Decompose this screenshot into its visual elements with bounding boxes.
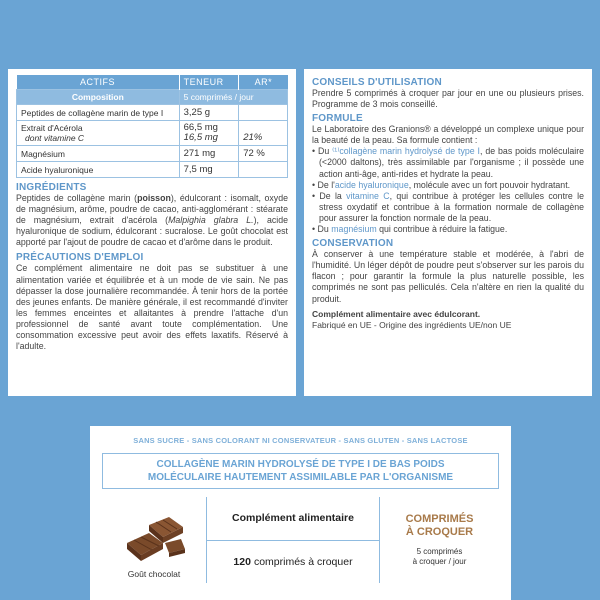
chocolate-icon (119, 513, 189, 565)
composition-label: Composition (17, 90, 180, 105)
free-from-tags: SANS SUCRE - SANS COLORANT NI CONSERVATEUR - SANS GLUTEN - SANS LACTOSE (133, 436, 468, 445)
ingredients-text: Peptides de collagène marin (poisson), édulcorant : isomalt, oxyde de magnésium, arôme, poudre de cacao, anti-agglomérant : stéarate de magnésium, extrait d'acérola (Malpighia glabra L.), acide hyaluronique de sodium, édulcorant : sucralose. Le goût chocolat est apporté par l'ajout de poudre de cacao et d'arôme dans le produit. (16, 193, 288, 248)
formule-title: FORMULE (312, 113, 363, 125)
list-item: • Du ⁽¹⁾collagène marin hydrolysé de type I, de bas poids moléculaire (<2000 daltons), très assimilable par l'organisme ; il possède une action anti-âge, anti-rides et hydrate la peau. (312, 146, 585, 179)
table-row: Magnésium 271 mg 72 % (17, 146, 288, 162)
product-type: Complément alimentaire (207, 497, 379, 541)
composition-unit: 5 comprimés / jour (179, 90, 287, 105)
list-item: • De l'acide hyaluronique, molécule avec un fort pouvoir hydratant. (312, 179, 571, 190)
dose-line-2: à croquer / jour (412, 557, 467, 566)
conservation-title: CONSERVATION (312, 238, 394, 250)
crunch-cell (380, 497, 499, 583)
precautions-text: Ce complément alimentaire ne doit pas se substituer à une alimentation variée et équilibrée et à un mode de vie sain. Ne pas dépasser la dose journalière recommandée. À tenir hors de la portée des jeunes enfants. De manière générale, il est recommandé d'inviter les femmes enceintes et allaitantes à prendre l'attache d'un professionnel de santé avant toute complémentation. Une consommation excessive peut avoir des effets laxatifs. Réservé à l'adulte. (16, 263, 288, 352)
usage-panel (304, 69, 592, 396)
formule-list (312, 146, 584, 235)
flavor-cell (102, 497, 206, 583)
ingredients-title: INGRÉDIENTS (16, 182, 87, 193)
flavor-label: Goût chocolat (127, 569, 181, 579)
nutrition-panel (8, 69, 296, 396)
list-item: • De la vitamine C, qui contribue à protéger les cellules contre le stress oxydatif et contribue à la formation normale de collagène pour assurer la fonction normale de la peau. (312, 190, 584, 223)
tablet-count: 120 comprimés à croquer (233, 555, 353, 568)
edulcorant-note: Complément alimentaire avec édulcorant. (312, 308, 481, 319)
product-type-cell (206, 497, 380, 583)
table-row: Extrait d'Acérola dont vitamine C 66,5 mg 16,5 mg 21% (17, 121, 288, 146)
origin-text: Fabriqué en UE - Origine des ingrédients UE/non UE (312, 319, 512, 330)
header-actifs: ACTIFS (17, 75, 180, 90)
formule-intro: Le Laboratoire des Granions® a développé un complexe unique pour la beauté de la peau. Sa formule contient : (312, 124, 584, 146)
conseils-text: Prendre 5 comprimés à croquer par jour en une ou plusieurs prises. Programme de 3 mois conseillé. (312, 88, 584, 110)
conservation-text: À conserver à une température stable et modérée, à l'abri de l'humidité. Un léger dépôt de poudre peut s'observer sur les parois du flacon ; pour garantir la formule la plus naturelle possible, les comprimés ne sont pas pelliculés. Cela n'altère en rien la qualité du produit. (312, 249, 584, 304)
crunch-title-1: COMPRIMÉS (405, 513, 474, 525)
header-teneur: TENEUR (179, 75, 239, 90)
precautions-title: PRÉCAUTIONS D'EMPLOI (16, 252, 144, 264)
actifs-table (16, 75, 288, 178)
product-info-grid (102, 497, 499, 583)
table-row: Acide hyaluronique 7,5 mg (17, 162, 288, 178)
crunch-title-2: À CROQUER (405, 526, 474, 538)
header-ar: AR* (239, 75, 288, 90)
dose-line-1: 5 comprimés (416, 547, 463, 556)
claim-box: COLLAGÈNE MARIN HYDROLYSÉ DE TYPE I DE BAS POIDS MOLÉCULAIRE HAUTEMENT ASSIMILABLE PAR L'ORGANISME (102, 453, 499, 489)
claims-panel (90, 426, 511, 600)
conseils-title: CONSEILS D'UTILISATION (312, 77, 442, 88)
table-row: Peptides de collagène marin de type I 3,25 g (17, 105, 288, 121)
list-item: • Du magnésium qui contribue à réduire la fatigue. (312, 224, 508, 235)
